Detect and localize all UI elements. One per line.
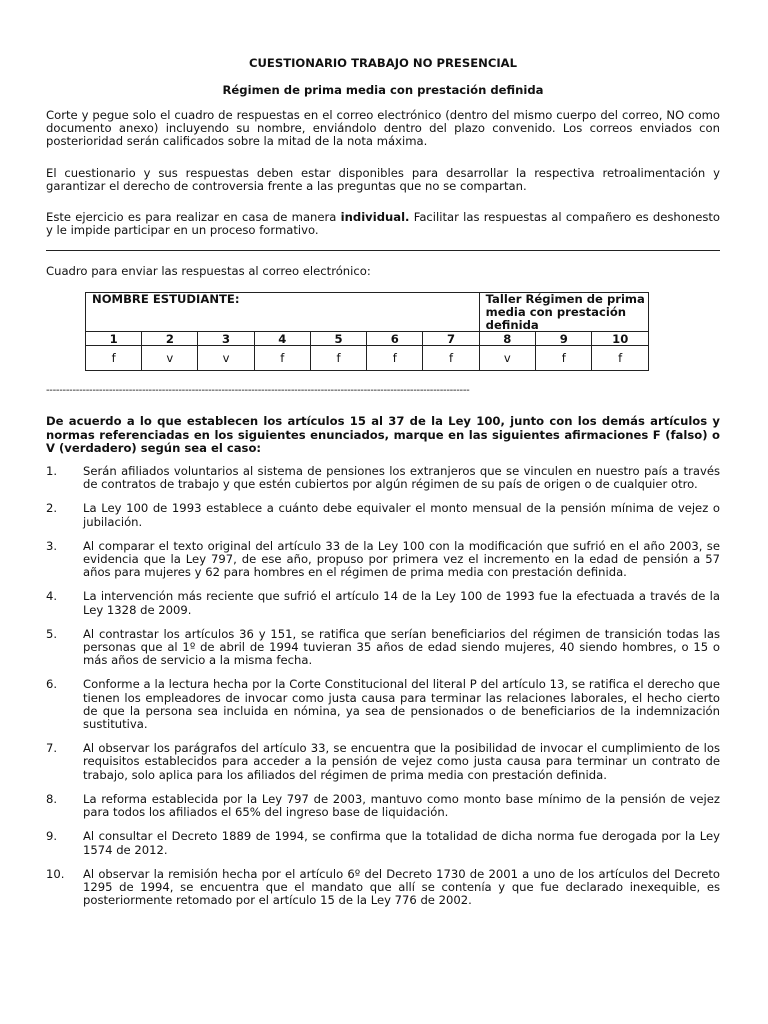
answer-number-cell: 5 [310,332,366,346]
question-number: 10. [46,866,65,881]
question-item [46,868,720,908]
question-number: 6. [46,677,58,692]
document-subtitle: Régimen de prima media con prestación definida [222,83,544,97]
horizontal-rule [46,250,720,251]
document-title: CUESTIONARIO TRABAJO NO PRESENCIAL [249,56,517,70]
question-item [46,590,720,616]
question-text: La Ley 100 de 1993 establece a cuánto debe equivaler el monto mensual de la pensión mínima de vejez o jubilación. [83,501,720,529]
answer-value-cell: f [536,346,592,371]
answer-value-cell: v [142,346,198,371]
answer-number-cell: 9 [536,332,592,346]
question-number: 7. [46,741,58,756]
answer-value-cell: f [592,346,649,371]
answer-value-cell: v [479,346,535,371]
questions-intro: De acuerdo a lo que establecen los artículos 15 al 37 de la Ley 100, junto con los demás artículos y normas referenciadas en los siguientes enunciados, marque en las siguientes afirmaciones F (falso) o V (verdadero) según sea el caso: [46,414,720,455]
question-text: Al comparar el texto original del artículo 33 de la Ley 100 con la modificación que sufrió en el año 2003, se evidencia que la Ley 797, de ese año, propuso por primera vez el incremento en la edad de pensión a 57 años para mujeres y 62 para hombres en el régimen de prima media con prestación definida. [83,538,720,580]
instruction-3-bold: individual. [340,210,410,225]
answer-box-label: Cuadro para enviar las respuestas al correo electrónico: [46,264,371,279]
answer-value-row [86,346,649,371]
question-number: 1. [46,464,58,479]
instruction-paragraph-2: El cuestionario y sus respuestas deben estar disponibles para desarrollar la respectiva retroalimentación y garantizar el derecho de controversia frente a las preguntas que no se compartan. [46,165,720,193]
answer-value-cell: f [310,346,366,371]
instruction-paragraph-1: Corte y pegue solo el cuadro de respuestas en el correo electrónico (dentro del mismo cuerpo del correo, NO como documento anexo) incluyendo su nombre, enviándolo dentro del plazo convenido. Los correos enviados con posterioridad serán calificados sobre la mitad de la nota máxima. [46,108,720,149]
answer-number-cell: 2 [142,332,198,346]
question-item [46,793,720,819]
question-item [46,465,720,491]
answer-number-cell: 1 [86,332,142,346]
question-number: 3. [46,538,58,553]
question-number: 9. [46,829,58,844]
question-number: 5. [46,626,58,641]
answer-number-cell: 6 [367,332,423,346]
taller-title-cell: Taller Régimen de prima media con prestación definida [479,293,648,332]
dashed-separator: -------------------------------------------------------------------------------------------------------------------------------- [46,385,470,397]
answer-number-cell: 10 [592,332,649,346]
question-item [46,540,720,580]
question-number: 4. [46,589,58,604]
question-item [46,502,720,528]
answer-table [85,292,649,371]
question-item [46,742,720,782]
question-text: Conforme a la lectura hecha por la Corte Constitucional del literal P del artículo 13, se ratifica el derecho que tienen los empleadores de invocar como justa causa para terminar las relaciones laborales, el hecho cierto de que la persona sea incluida en nómina, ya sea de pensionados o de beneficiarios de la indemnización sustitutiva. [83,677,720,732]
question-number: 2. [46,501,58,516]
answer-number-cell: 3 [198,332,254,346]
question-item [46,678,720,731]
question-text: La intervención más reciente que sufrió el artículo 14 de la Ley 100 de 1993 fue la efectuada a través de la Ley 1328 de 2009. [83,589,720,617]
answer-value-cell: f [367,346,423,371]
answer-value-cell: f [423,346,479,371]
question-item [46,628,720,668]
answer-number-cell: 4 [254,332,310,346]
questions-list [46,465,720,907]
question-text: Al observar la remisión hecha por el artículo 6º del Decreto 1730 de 2001 a uno de los artículos del Decreto 1295 de 1994, se encuentra que el mandato que allí se contenía y que fue declarado inexequible, es posteriormente retomado por el artículo 15 de la Ley 776 de 2002. [83,866,720,908]
instruction-paragraph-3 [46,211,720,237]
answer-value-cell: f [86,346,142,371]
question-text: Al observar los parágrafos del artículo 33, se encuentra que la posibilidad de invocar el cumplimiento de los requisitos establecidos para acceder a la pensión de vejez como justa causa para terminar un contrato de trabajo, solo aplica para los afiliados del régimen de prima media con prestación definida. [83,741,720,782]
question-text: Al consultar el Decreto 1889 de 1994, se confirma que la totalidad de dicha norma fue derogada por la Ley 1574 de 2012. [83,829,720,857]
question-text: Serán afiliados voluntarios al sistema de pensiones los extranjeros que se vinculen en nuestro país a través de contratos de trabajo y que estén cubiertos por algún régimen de su país de origen o de cualquier otro. [83,464,720,492]
question-number: 8. [46,791,58,806]
student-name-cell: NOMBRE ESTUDIANTE: [86,293,480,332]
answer-number-cell: 7 [423,332,479,346]
answer-number-row [86,332,649,346]
instruction-3-pre: Este ejercicio es para realizar en casa de manera [46,210,341,225]
document-page [46,48,720,918]
answer-value-cell: v [198,346,254,371]
question-text: La reforma establecida por la Ley 797 de 2003, mantuvo como monto base mínimo de la pensión de vejez para todos los afiliados el 65% del ingreso base de liquidación. [83,791,720,820]
answer-number-cell: 8 [479,332,535,346]
answer-value-cell: f [254,346,310,371]
question-item [46,830,720,856]
question-text: Al contrastar los artículos 36 y 151, se ratifica que serían beneficiarios del régimen de transición todas las personas que al 1º de abril de 1994 tuvieran 35 años de edad siendo mujeres, 40 siendo hombres, o 15 o más años de servicio a la misma fecha. [83,626,720,668]
instruction-3-post: Facilitar las respuestas al compañero es deshonesto y le impide participar en un proceso formativo. [46,210,721,238]
